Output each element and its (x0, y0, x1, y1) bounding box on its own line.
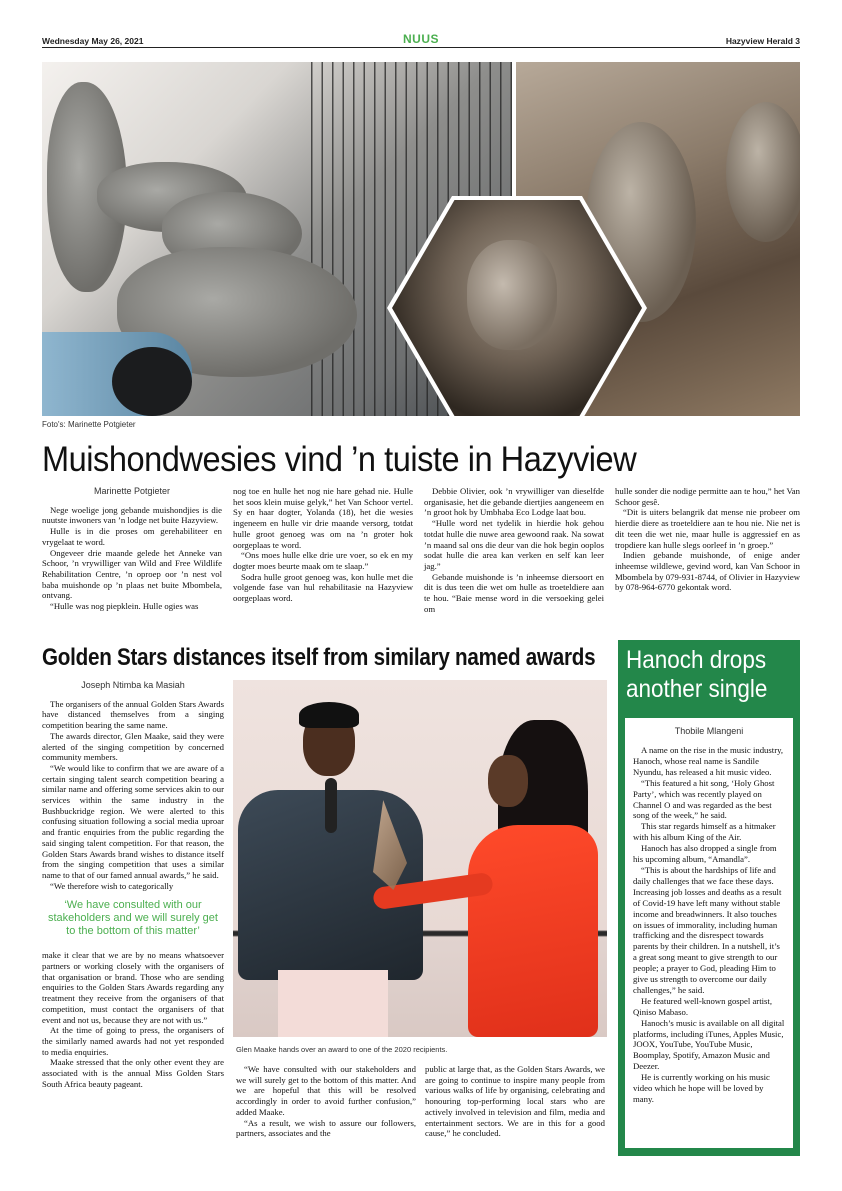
mongoose-figure (467, 240, 557, 350)
paragraph: Hanoch has also dropped a single from his upcoming album, “Amandla”. (633, 843, 777, 865)
photo-credit: Foto's: Marinette Potgieter (42, 420, 136, 429)
story1-column-3 (424, 486, 604, 614)
story3-text (633, 745, 785, 1105)
woman-figure (468, 825, 598, 1037)
paragraph: make it clear that we are by no means whatsoever partners or working closely with the organisers of that organisation or brand. Those who are sending enquiries to the Golden Stars Awards regarding any treatment they receive from the organisers of that competition, must contact the organisers of that event and not us, because they are not with us.” (42, 950, 224, 1025)
paragraph: Ongeveer drie maande gelede het Anneke van Schoor, ’n vrywilliger van Wild and Free Wildlife Rehabilitation Centre, ’n oproep oor ’n nest vol baba muishonde op ’n plaas net buite Mbombela, ontvang. (42, 547, 222, 601)
paragraph: public at large that, as the Golden Stars Awards, we are going to continue to inspire many people from various walks of life by organising, celebrating and honouring top-performing local stars who are actively involved in television and film, media and entertainment sectors. We are in this for a good cause,” he concluded. (425, 1064, 605, 1139)
story2-column-2 (236, 1064, 416, 1139)
photo-award-handover (233, 680, 607, 1037)
sidebar-body (625, 718, 793, 1148)
paragraph: Hanoch’s music is available on all digital platforms, including iTunes, Apples Music, JOOX, YouTube, YouTube Music, Boomplay, Spotify, Amazon Music and Deezer. (633, 1017, 785, 1072)
paragraph: Nege woelige jong gebande muishondjies is die nuutste inwoners van ’n lodge net buite Hazyview. (42, 504, 222, 526)
paragraph: “This is about the hardships of life and daily challenges that we face these days. Increasing job losses and deaths as a result of Covid-19 have left many without stable income and breadwinners. It also touches on issues of immorality, including human trafficking and the disrespect towards parents by their children. In a nutshell, it’s a great song meant to give strength to our people; a prayer to God, pleading Him to give us strength to overcome our daily challenges,” he said. (633, 864, 782, 995)
paragraph: “As a result, we wish to assure our followers, partners, associates and the (236, 1117, 416, 1139)
paragraph: At the time of going to press, the organisers of the similarly named awards had not yet responded to media enquiries. (42, 1025, 224, 1057)
paragraph: Maake stressed that the only other event they are associated with is the annual Miss Golden Stars South Africa beauty pageant. (42, 1057, 224, 1089)
microphone (325, 778, 337, 833)
paragraph: A name on the rise in the music industry, Hanoch, whose real name is Sandile Nyundu, has released a hit music video. (633, 745, 784, 777)
section-label: NUUS (402, 32, 439, 46)
man-hair (299, 702, 359, 728)
paragraph: Hulle is in die proses om gerehabiliteer en vrygelaat te word. (42, 526, 222, 547)
paragraph: This star regards himself as a hitmaker with his album King of the Air. (633, 821, 776, 843)
story1-column-2 (233, 486, 413, 604)
paragraph: “Ons moes hulle elke drie ure voer, so ek en my dogter moes beurte maak om te slaap.” (233, 550, 413, 571)
paragraph: Indien gebande muishonde, of enige ander inheemse wildlewe, gevind word, kan Van Schoor in Mbombela by 079-931-8744, of Olivier in Hazyview by 078-964-6770 gekontak word. (615, 550, 800, 593)
story2-headline: Golden Stars distances itself from similary named awards (42, 644, 596, 671)
mongoose-figure (726, 102, 800, 242)
man-pants (278, 970, 388, 1037)
paragraph: “We would like to confirm that we are aware of a certain singing talent search competition bearing a similar name and offering some services akin to our services within the same industry in the Bushbuckridge region. We were alerted to this confusing situation following a social media uproar and frantic enquiries from the public regarding the said singing talent competition. For that reason, the Golden Stars Awards brand wishes to distance itself from the singing competition that uses a similar name to that of our famed annual awards,” he said. (42, 762, 224, 880)
story1-byline: Marinette Potgieter (93, 486, 171, 496)
pipe-opening (112, 347, 192, 416)
paragraph: “Hulle word net tydelik in hierdie hok gehou totdat hulle die nuwe area gewoond raak. Na sowat ’n maand sal ons die deur van die hok begin ooplos sodat hulle die area kan verken en self kan leer jag.” (424, 518, 604, 571)
story1-headline: Muishondwesies vind ’n tuiste in Hazyview (42, 440, 637, 479)
pull-quote: ‘We have consulted with our stakeholders and we will surely get to the bottom of this matter’ (48, 899, 218, 938)
paragraph: Gebande muishonde is ’n inheemse diersoort en dit is dus teen die wet om hulle as troeteldiere aan te hou. “Baie mense word in die versoeking gelei om (424, 571, 604, 614)
paragraph: Sodra hulle groot genoeg was, kon hulle met die volgende fase van hul rehabilitasie na Hazyview oorgeplaas word. (233, 571, 413, 604)
paragraph: The organisers of the annual Golden Stars Awards have distanced themselves from a singing competition bearing the same name. (42, 698, 224, 731)
story3-byline: Thobile Mlangeni (674, 726, 744, 736)
story2-byline: Joseph Ntimba ka Masiah (81, 680, 185, 690)
story1-column-4 (615, 486, 800, 593)
paragraph: “We have consulted with our stakeholders and we will surely get to the bottom of this matter. And we are hopeful that this will be resolved accordingly in order to avoid further confusion,” added Maake. (236, 1064, 416, 1117)
page-header (42, 34, 800, 48)
paragraph: “Hulle was nog piepklein. Hulle ogies was (50, 601, 199, 612)
paragraph: “We therefore wish to categorically (50, 880, 174, 891)
mongoose-photo-collage (42, 62, 800, 416)
story3-headline: Hanoch drops another single (626, 646, 768, 703)
paragraph: “This featured a hit song, ‘Holy Ghost Party’, which was recently played on Channel O and was regarded as the best song of the week,” he said. (633, 777, 775, 821)
issue-date: Wednesday May 26, 2021 (42, 36, 144, 46)
paragraph: He featured well-known gospel artist, Qiniso Mabaso. (633, 995, 772, 1017)
photo-caption: Glen Maake hands over an award to one of the 2020 recipients. (236, 1045, 448, 1054)
woman-head (488, 755, 528, 807)
paragraph: The awards director, Glen Maake, said they were alerted of the singing competition by concerned community members. (42, 730, 224, 763)
story2-column-3 (425, 1064, 605, 1139)
story2-column-1 (42, 680, 224, 1090)
paragraph: nog toe en hulle het nog nie hare gehad nie. Hulle het soos klein muise gelyk,” het Van Schoor vertel. Sy en haar dogter, Yolanda (18), het die wesies ingeneem en hulle vir drie maande versorg, totdat hulle groot genoeg was om na ’n groter hok oorgeplaas te word. (233, 486, 413, 550)
paragraph: hulle sonder die nodige permitte aan te hou,” het Van Schoor gesê. (615, 486, 800, 507)
story1-column-1 (42, 486, 222, 612)
paper-page: Hazyview Herald 3 (725, 36, 800, 46)
paragraph: Debbie Olivier, ook ’n vrywilliger van dieselfde organisasie, het die gebande diertjies aangeneem en ’n groot hok by Umbhaba Eco Lodge laat bou. (424, 486, 604, 518)
paragraph: “Dit is uiters belangrik dat mense nie probeer om hierdie diere as troeteldiere aan te hou nie. Nie net is dit teen die wet nie, maar hulle is aggressief en as tropdiere kan hulle slegs oorleef in ’n groep.” (615, 507, 800, 550)
paragraph: He is currently working on his music video which he hope will be loved by many. (633, 1072, 770, 1104)
hanoch-sidebar (618, 640, 800, 1156)
